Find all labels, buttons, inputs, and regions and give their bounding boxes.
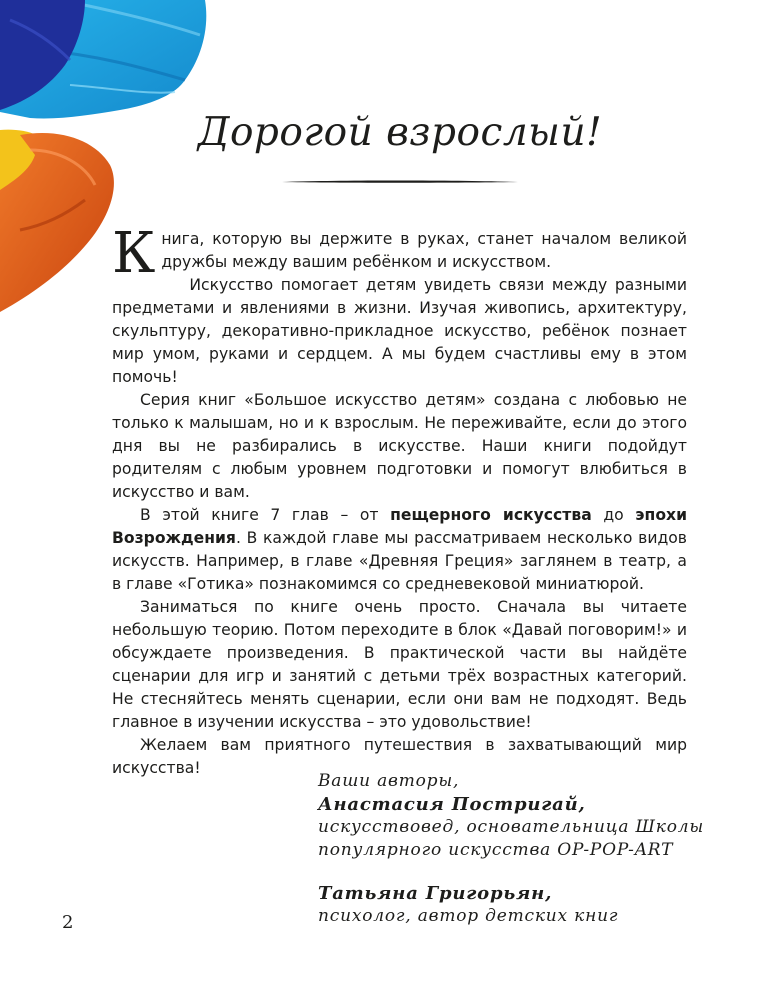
paragraph-6: Желаем вам приятного путешествия в захватывающий мир искусства! [112, 736, 687, 777]
page-title: Дорогой взрослый! [197, 110, 603, 155]
intro-text: нига, которую вы держите в руках, станет началом великой дружбы между вашим ребёнком и искусством. [161, 230, 687, 271]
paragraph-3: Серия книг «Большое искусство детям» создана с любовью не только к малышам, но и к взрослым. Не переживайте, если до этого дня вы не разбирались в искусстве. Наши книги подойдут родителям с любым уровнем подготовки и помогут влюбиться в искусство и вам. [112, 391, 687, 501]
title-underline-rule [282, 178, 518, 186]
author1-name: Анастасия Постригай, [318, 794, 586, 815]
paragraph-4-text-b: до [591, 506, 636, 524]
page-number: 2 [62, 912, 74, 933]
paragraph-intro [112, 221, 687, 286]
paragraph-4 [112, 504, 687, 596]
signature-block [318, 770, 718, 928]
letter-body [112, 221, 688, 780]
author1-role-line2: популярного искусства OP-POP-ART [318, 840, 674, 860]
signature-greeting: Ваши авторы, [318, 771, 460, 791]
author2-role: психолог, автор детских книг [318, 906, 619, 926]
author2-name: Татьяна Григорьян, [318, 883, 553, 904]
paragraph-4-text-c: . В каждой главе мы рассматриваем несколько видов искусств. Например, в главе «Древняя Греция» заглянем в театр, а в главе «Готика» познакомимся со средневековой миниатюрой. [112, 529, 687, 593]
bold-renaissance: эпохи Возрождения [112, 506, 688, 547]
author1-role-line1: искусствовед, основательница Школы [318, 817, 704, 837]
paragraph-4-text-a: В этой книге 7 глав – от [140, 506, 391, 524]
paragraph-2: Искусство помогает детям увидеть связи между разными предметами и явлениями в жизни. Изучая живопись, архитектуру, скульптуру, декоративно-прикладное искусство, ребёнок познает мир умом, руками и сердцем. А мы будем счастливы ему в этом помочь! [112, 276, 687, 386]
paragraph-5: Заниматься по книге очень просто. Сначала вы читаете небольшую теорию. Потом переходите в блок «Давай поговорим!» и обсуждаете произведения. В практической части вы найдёте сценарии для игр и занятий с детьми трёх возрастных категорий. Не стесняйтесь менять сценарии, если они вам не подходят. Ведь главное в изучении искусства – это удовольствие! [112, 598, 687, 731]
bold-cave-art: пещерного искусства [390, 506, 592, 524]
drop-cap: К [112, 221, 156, 286]
